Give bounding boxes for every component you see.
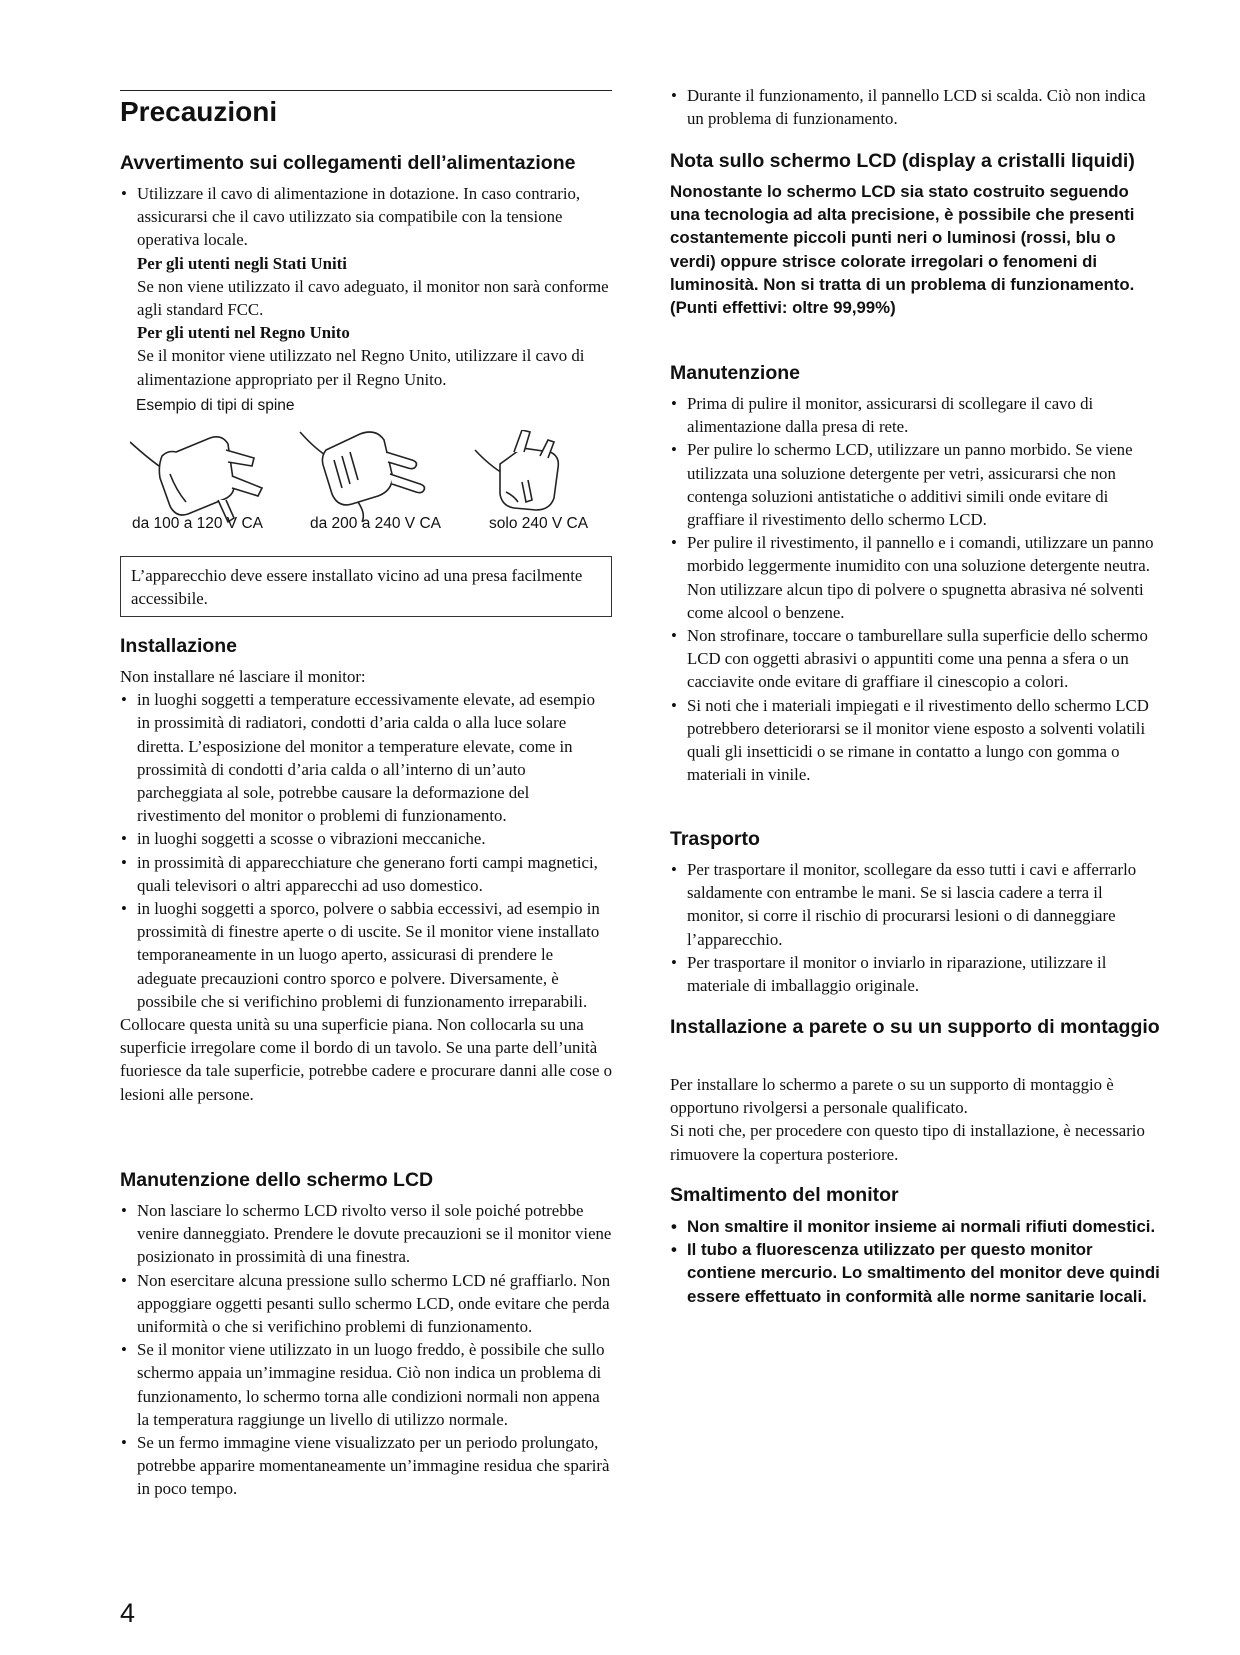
list-item: • Il tubo a fluorescenza utilizzato per questo monitor contiene mercurio. Lo smaltimento del monitor deve quindi essere effettuato in conformità alle norme sanitarie locali. — [670, 1238, 1162, 1308]
list-item: • in prossimità di apparecchiature che generano forti campi magnetici, quali televisori o altri apparecchi ad uso domestico. — [120, 851, 612, 897]
lcd-note-heading: Nota sullo schermo LCD (display a cristalli liquidi) — [670, 150, 1135, 172]
eu-plug-icon — [300, 432, 425, 522]
maintenance-section — [670, 392, 1162, 786]
us-plug-icon — [130, 437, 262, 522]
list-item: • Per pulire lo schermo LCD, utilizzare un panno morbido. Se viene utilizzata una soluzione detergente per vetri, assicurarsi che non contenga soluzioni antistatiche o additivi simili onde evitare di graffiare il rivestimento dello schermo LCD. — [670, 438, 1162, 531]
us-users-title: Per gli utenti negli Stati Uniti — [137, 253, 347, 273]
wall-mount-text-2: Si noti che, per procedere con questo tipo di installazione, è necessario rimuovere la copertura posteriore. — [670, 1121, 1145, 1164]
list-item: • Se il monitor viene utilizzato in un luogo freddo, è possibile che sullo schermo appaia un’immagine residua. Ciò non indica un problema di funzionamento, lo schermo torna alle condizioni normali non appena la temperatura raggiunge un livello di utilizzo normale. — [120, 1338, 612, 1431]
list-item: • Durante il funzionamento, il pannello LCD si scalda. Ciò non indica un problema di funzionamento. — [670, 84, 1162, 130]
wall-mount-text-1: Per installare lo schermo a parete o su un supporto di montaggio è opportuno rivolgersi a personale qualificato. — [670, 1075, 1114, 1118]
disposal-section — [670, 1215, 1162, 1308]
transport-heading: Trasporto — [670, 828, 760, 850]
installation-outro: Collocare questa unità su una superficie piana. Non collocarla su una superficie irregolare come il bordo di un tavolo. Se una parte dell’unità fuoriesce da tale superficie, potrebbe cadere e procurare danni alle cose o lesioni alle persone. — [120, 1015, 612, 1104]
note-text: L’apparecchio deve essere installato vicino ad una presa facilmente accessibile. — [131, 566, 583, 609]
lcd-note-pixels: (Punti effettivi: oltre 99,99%) — [670, 298, 896, 318]
list-item: • in luoghi soggetti a scosse o vibrazioni meccaniche. — [120, 827, 612, 850]
maintenance-heading: Manutenzione — [670, 362, 800, 384]
installation-intro: Non installare né lasciare il monitor: — [120, 667, 366, 686]
list-item: • Per trasportare il monitor o inviarlo in riparazione, utilizzare il materiale di imballaggio originale. — [670, 951, 1162, 997]
wall-mount-heading: Installazione a parete o su un supporto di montaggio — [670, 1016, 1160, 1038]
lcd-maintenance-section — [120, 1199, 612, 1501]
installation-section — [120, 665, 612, 1106]
uk-users-title: Per gli utenti nel Regno Unito — [137, 323, 350, 343]
list-item: • in luoghi soggetti a temperature eccessivamente elevate, ad esempio in prossimità di radiatori, condotti d’aria calda o alla luce solare diretta. L’esposizione del monitor a temperature elevate, come in prossimità di condotti d’aria calda o all’interno di un’auto parcheggiata al sole, potrebbe causare la deformazione del rivestimento del monitor o problemi di funzionamento. — [120, 688, 612, 827]
lcd-note-section — [670, 180, 1162, 319]
list-item: • Non smaltire il monitor insieme ai normali rifiuti domestici. — [670, 1215, 1162, 1238]
us-users-text: Se non viene utilizzato il cavo adeguato, il monitor non sarà conforme agli standard FCC. — [137, 276, 609, 320]
list-item: • Si noti che i materiali impiegati e il rivestimento dello schermo LCD potrebbero deteriorarsi se il monitor viene esposto a solventi volatili quali gli insetticidi o se rimane in contatto a lungo con gomma o materiali in vinile. — [670, 694, 1162, 787]
lcd-maintenance-heading: Manutenzione dello schermo LCD — [120, 1169, 434, 1191]
power-heading: Avvertimento sui collegamenti dell’alimentazione — [120, 152, 576, 174]
installation-heading: Installazione — [120, 635, 238, 657]
list-item: • Utilizzare il cavo di alimentazione in dotazione. In caso contrario, assicurarsi che il cavo utilizzato sia compatibile con la tensione operativa locale. — [120, 182, 612, 252]
list-item: • Per pulire il rivestimento, il pannello e i comandi, utilizzare un panno morbido leggermente inumidito con una soluzione detergente neutra. Non utilizzare alcun tipo di polvere o spugnetta abrasiva né solventi come alcool o benzene. — [670, 531, 1162, 624]
uk-users-text: Se il monitor viene utilizzato nel Regno Unito, utilizzare il cavo di alimentazione appropriato per il Regno Unito. — [137, 346, 585, 389]
list-item: • Non lasciare lo schermo LCD rivolto verso il sole poiché potrebbe venire danneggiato. Prendere le dovute precauzioni se il monitor viene posizionato in prossimità di una finestra. — [120, 1199, 612, 1269]
title-rule — [120, 90, 612, 91]
power-section — [120, 182, 612, 391]
uk-plug-icon — [475, 430, 558, 510]
lcd-note-text: Nonostante lo schermo LCD sia stato costruito seguendo una tecnologia ad alta precisione, è possibile che presenti costantemente piccoli punti neri o luminosi (rossi, blu o verdi) oppure strisce colorate irregolari o fenomeni di luminosità. Non si tratta di un problema di funzionamento. — [670, 182, 1135, 294]
list-item: • Per trasportare il monitor, scollegare da esso tutti i cavi e afferrarlo saldamente con entrambe le mani. Se si lascia cadere a terra il monitor, si corre il rischio di procurarsi lesioni o di danneggiare l’apparecchio. — [670, 858, 1162, 951]
list-item: • Non strofinare, toccare o tamburellare sulla superficie dello schermo LCD con oggetti abrasivi o appuntiti come una penna a sfera o un cacciavite onde evitare di graffiare il cinescopio a colori. — [670, 624, 1162, 694]
list-item: • Non esercitare alcuna pressione sullo schermo LCD né graffiarlo. Non appoggiare oggetti pesanti sullo schermo LCD, onde evitare che perda uniformità o che si verifichino problemi di funzionamento. — [120, 1269, 612, 1339]
installation-note-box — [120, 556, 612, 617]
lcd-heat-section — [670, 84, 1162, 130]
page-number: 4 — [120, 1598, 136, 1628]
wall-mount-section — [670, 1073, 1162, 1166]
list-item: • Prima di pulire il monitor, assicurarsi di scollegare il cavo di alimentazione dalla presa di rete. — [670, 392, 1162, 438]
transport-section — [670, 858, 1162, 997]
list-item: • Se un fermo immagine viene visualizzato per un periodo prolungato, potrebbe apparire momentaneamente un’immagine residua che sparirà in poco tempo. — [120, 1431, 612, 1501]
plug-caption: Esempio di tipi di spine — [136, 397, 295, 414]
list-item: • in luoghi soggetti a sporco, polvere o sabbia eccessivi, ad esempio in prossimità di finestre aperte o di uscite. Se il monitor viene installato temporaneamente in un luogo aperto, assicurasi di prendere le adeguate precauzioni contro sporco e polvere. Diversamente, è possibile che si verifichino problemi di funzionamento irreparabili. — [120, 897, 612, 1013]
page-title: Precauzioni — [120, 96, 278, 127]
disposal-heading: Smaltimento del monitor — [670, 1184, 899, 1206]
plug-label-uk: solo 240 V CA — [489, 515, 589, 532]
plug-label-us: da 100 a 120 V CA — [132, 515, 263, 532]
plug-label-eu: da 200 a 240 V CA — [310, 515, 441, 532]
